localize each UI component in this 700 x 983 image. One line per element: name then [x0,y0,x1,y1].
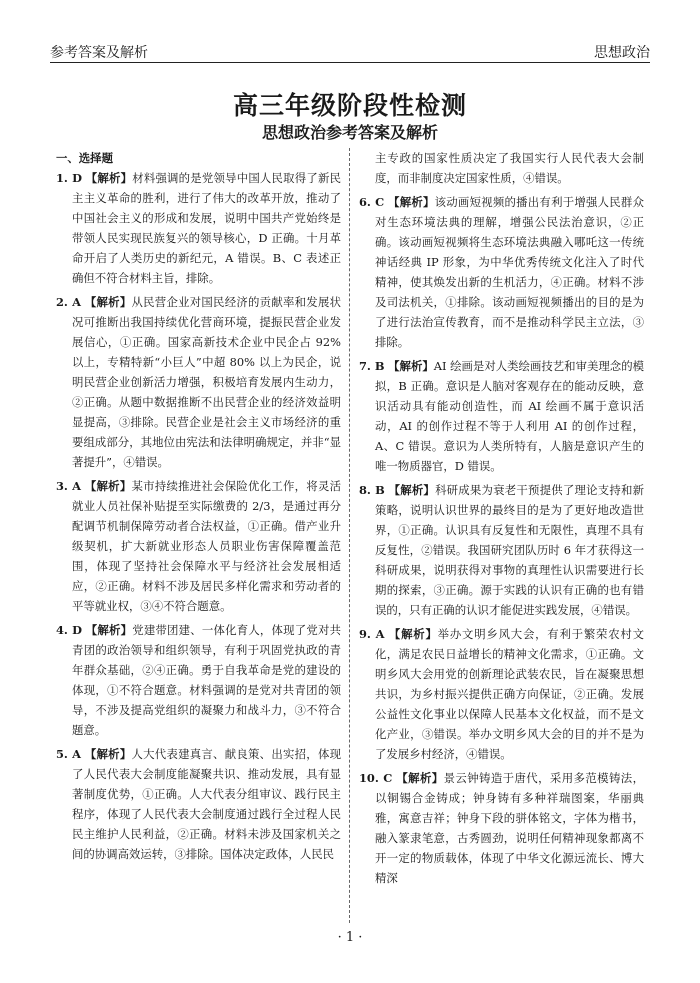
answer-number: 7. B [359,359,385,373]
answer-item [56,168,341,288]
answer-text: AI 绘画是对人类绘画技艺和审美理念的模拟，B 正确。意识是人脑对客观存在的能动反映，意识活动具有能动创造性，而 AI 绘画不属于意识活动，AI 的创作过程不等于人利用 AI 的创作过程，A、C 错误。意识为人类所特有，人脑是意识产生的唯一物质器官，D 错误。 [375,359,644,473]
answer-text: 从民营企业对国民经济的贡献率和发展状况可推断出我国持续优化营商环境，提振民营企业发展信心，①正确。国家高新技术企业中民企占 92% 以上，专精特新“小巨人”中超 80% 以上为民企，说明民营企业创新活力增强，积极培育发展内生动力，②正确。从题中数据推断不出民营企业的经济效益明显提高，③排除。民营企业是社会主义市场经济的重要组成部分，其地位由宪法和法律明确规定，并非“显著提升”，④错误。 [72,295,341,469]
answer-item [56,476,341,616]
answer-text: 某市持续推进社会保险优化工作，将灵活就业人员社保补贴提至实际缴费的 2/3，是通过再分配调节机制保障劳动者合法权益，①正确。借产业升级契机，扩大新就业形态人员职业伤害保障覆盖范围，体现了坚持社会保障水平与经济社会发展相适应，②正确。材料不涉及居民多样化需求和劳动者的平等就业权，③④不符合题意。 [72,479,341,613]
answer-item [359,768,644,888]
answer-item [359,624,644,764]
page-number: · 1 · [337,930,363,945]
analysis-tag: 【解析】 [85,623,133,637]
answer-text: 举办文明乡风大会，有利于繁荣农村文化，满足农民日益增长的精神文化需求，①正确。文明乡风大会用党的创新理论武装农民，旨在凝聚思想共识，为乡村振兴提供正确方向保证，②正确。发展公益性文化事业以保障人民基本文化权益，而不是文化产业，③错误。举办文明乡风大会的目的并不是为了发展乡村经济，④错误。 [375,627,644,761]
answer-item [359,192,644,352]
column-divider [349,148,350,923]
page-title: 高三年级阶段性检测 [232,91,467,120]
answer-number: 8. B [359,483,385,497]
answer-text: 人大代表建真言、献良策、出实招，体现了人民代表大会制度能凝聚共识、推动发展，具有显著制度优势，①正确。人大代表分组审议、践行民主程序，体现了人民代表大会制度通过践行全过程人民民主维护人民利益，②正确。材料未涉及国家机关之间的协调高效运转，③排除。国体决定政体，人民民 [72,747,341,861]
right-column [359,148,644,923]
answer-number: 2. A [56,295,81,309]
analysis-tag: 【解析】 [388,627,438,641]
answer-number: 6. C [359,195,385,209]
analysis-tag: 【解析】 [84,479,132,493]
analysis-tag: 【解析】 [85,171,133,185]
analysis-tag: 【解析】 [396,771,444,785]
analysis-tag: 【解析】 [84,747,132,761]
answer-item [56,620,341,740]
analysis-tag: 【解析】 [388,483,436,497]
answer-number: 5. A [56,747,81,761]
analysis-tag: 【解析】 [388,195,435,209]
answer-text: 材料强调的是党领导中国人民取得了新民主主义革命的胜利，进行了伟大的改革开放，推动了中国社会主义的形成和发展，说明中国共产党始终是带领人民实现民族复兴的领导核心，D 正确。十月革命开启了人类历史的新纪元，A 错误。B、C 表述正确但不符合材料主旨，排除。 [72,171,341,285]
answer-text: 党建带团建、一体化育人，体现了党对共青团的政治领导和组织领导，有利于巩固党执政的青年群众基础，②④正确。勇于自我革命是党的建设的体现，①不符合题意。材料强调的是党对共青团的领导，不涉及提高党组织的凝聚力和战斗力，③不符合题意。 [72,623,341,737]
header-left-label: 参考答案及解析 [50,45,148,61]
analysis-tag: 【解析】 [84,295,132,309]
analysis-tag: 【解析】 [388,359,434,373]
answer-number: 1. D [56,171,82,185]
answer-continuation: 主专政的国家性质决定了我国实行人民代表大会制度，而非制度决定国家性质，④错误。 [375,151,644,185]
answer-item [56,292,341,472]
left-column [56,148,341,923]
answer-number: 10. C [359,771,393,785]
header-subject-label: 思想政治 [594,45,650,61]
answer-number: 9. A [359,627,385,641]
answer-text: 景云钟铸造于唐代，采用多范模铸法，以铜锡合金铸成；钟身铸有多种祥瑞图案，华丽典雅，寓意吉祥；钟身下段的骈体铭文，字体为楷书，融入篆隶笔意，古秀圆劲，说明任何精神现象都离不开一定的物质载体，体现了中华文化源远流长、博大精深 [375,771,644,885]
answer-item [359,480,644,620]
page-header [50,40,650,63]
answer-item [56,744,341,864]
answer-number: 3. A [56,479,81,493]
page-subtitle: 思想政治参考答案及解析 [261,123,438,142]
section-title: 一、选择题 [56,151,113,165]
answer-text: 科研成果为衰老干预提供了理论支持和新策略，说明认识世界的最终目的是为了更好地改造世界，①正确。认识具有反复性和无限性，真理不具有反复性，②错误。我国研究团队历时 6 年才获得这一科研成果，说明获得对事物的真理性认识需要进行长期的探索，③正确。源于实践的认识有正确的也有错误的，只有正确的认识才能促进实践发展，④错误。 [375,483,644,617]
answer-text: 该动画短视频的播出有利于增强人民群众对生态环境法典的理解，增强公民法治意识，②正确。该动画短视频将生态环境法典融入哪吒这一传统神话经典 IP 形象，为中华优秀传统文化注入了时代精神，使其焕发出新的生机活力，④正确。材料不涉及司法机关，①排除。该动画短视频播出的目的是为了进行法治宣传教育，而不是推动科学民主立法，③排除。 [375,195,644,349]
answer-number: 4. D [56,623,82,637]
answer-item [359,356,644,476]
